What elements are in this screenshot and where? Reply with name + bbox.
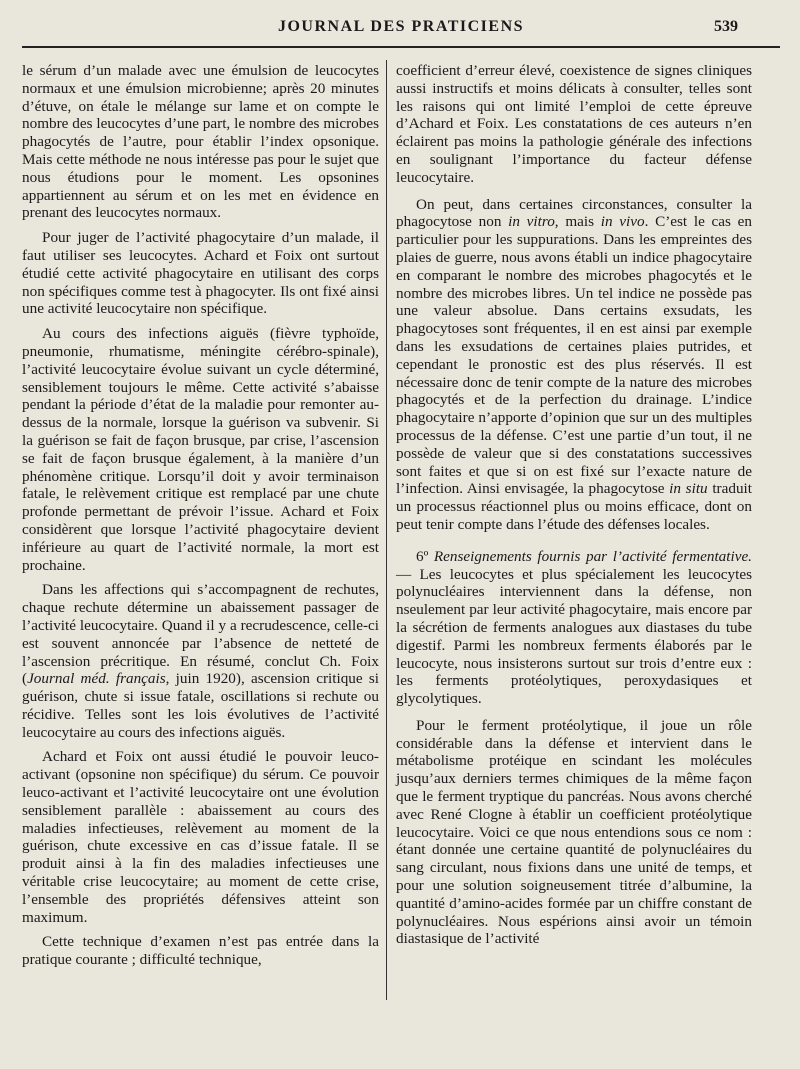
journal-title: JOURNAL DES PRATICIENS [277,18,525,35]
right-column [396,62,752,948]
paragraph: On peut, dans certaines circonstances, consulter la phagocytose non in vitro, mais in vivo. C’est le cas en particulier pour les suppurations. Dans les empreintes des plaies de guerre, nous avons établi un indice phagocytaire en comparant le nombre des microbes phagocytés et le nombre des microbes libres. Un tel indice ne possède pas une valeur absolue. Dans certains exsudats, les phagocytoses sont fréquentes, il en est ainsi par exemple dans les exsudations de certaines plaies putrides, et cependant le pronostic est des plus réservés. Il est nécessaire donc de tenir compte de la nature des microbes phagocytés et de la perfection du drainage. L’indice phagocytaire n’apporte d’opinion que sur un des multiples processus de la défense. C’est une partie d’un tout, il ne possède de valeur que si des constatations successives sont faites et que si on est fixé sur l’exacte nature de l’infection. Ainsi envisagée, la phagocytose in situ traduit un processus réactionnel plus ou moins efficace, dont on peut tenir compte dans l’étude des défenses locales. [396,195,753,533]
paragraph: le sérum d’un malade avec une émulsion de leucocytes normaux et une émulsion microbienne; après 20 minutes d’étuve, on étale le mélange sur lame et on compte le nombre des leucocytes d’une part, le nombre des microbes phagocytés de l’autre, pour établir l’index opsonique. Mais cette méthode ne nous intéresse pas pour le sujet que nous étudions pour le moment. Les opsonines appartiennent au sérum et on les met en évidence en prenant des leucocytes normaux. [22,62,379,222]
page-header [22,14,780,48]
section-heading-paragraph: 6º Renseignements fournis par l’activité fermentative. — Les leucocytes et plus spécialement les leucocytes polynucléaires interviennent dans la défense, non nseulement par leur activité phagocytaire, mais encore par la sécrétion de ferments analogues aux diastases du tube digestif. Parmi les nombreux ferments élaborés par le leucocyte, nous insisterons surtout sur trois d’entre eux : les ferments protéolytiques, peroxydasiques et glycolytiques. [396,547,752,708]
paragraph: Dans les affections qui s’accompagnent de rechutes, chaque rechute détermine un abaissement passager de l’activité leucocytaire. Quand il y a recrudescence, celle-ci est souvent annoncée par l’absence de netteté de l’ascension précritique. En résumé, conclut Ch. Foix (Journal méd. français, juin 1920), ascension critique si guérison, chute si issue fatale, oscillations si rechute ou récidive. Telles sont les lois évolutives de l’activité leucocytaire au cours des infections aiguës. [22,581,379,741]
paragraph: coefficient d’erreur élevé, coexistence de signes cliniques aussi instructifs et moins délicats à consulter, telles sont les raisons qui ont limité l’emploi de cette épreuve d’Achard et Foix. Les constatations de ces auteurs n’en éclairent pas moins la pathologie générale des infections en soulignant l’importance du facteur défense leucocytaire. [396,62,752,186]
paragraph: Pour juger de l’activité phagocytaire d’un malade, il faut utiliser ses leucocytes. Achard et Foix ont surtout étudié cette activité phagocytaire en utilisant des corps non spécifiques comme test à phagocyter. Ils ont fixé ainsi une activité leucocytaire non spécifique. [22,229,379,318]
paragraph: Cette technique d’examen n’est pas entrée dans la pratique courante ; difficulté technique, [22,933,379,969]
page-number: 539 [714,18,738,35]
paragraph: Au cours des infections aiguës (fièvre typhoïde, pneumonie, rhumatisme, méningite cérébro-spinale), l’activité leucocytaire évolue suivant un cycle déterminé, sensiblement toujours le même. Cette activité s’abaisse pendant la période d’état de la maladie pour remonter au-dessus de la normale, lorsque la guérison va subvenir. Si la guérison se fait de façon brusque, par crise, l’ascension se fait de façon brusque également, à la manière d’un phénomène critique. Lorsqu’il doit y avoir terminaison fatale, le relèvement critique est remplacé par une chute profonde permettant de prévoir l’issue. Achard et Foix considèrent que lorsque l’activité phagocytaire devient inférieure au quart de l’activité normale, la mort est prochaine. [22,325,379,574]
paragraph: Achard et Foix ont aussi étudié le pouvoir leuco-activant (opsonine non spécifique) du sérum. Ce pouvoir leuco-activant et l’activité leucocytaire ont une évolution sensiblement parallèle : abaissement au cours des maladies infectieuses, relèvement au moment de la guérison, chute excessive en cas d’issue fatale. Il se produit ainsi à la fin des maladies infectieuses une véritable crise leucocytaire; au moment de cette crise, l’ensemble des propriétés défensives atteint son maximum. [22,748,379,926]
header-rule [22,46,780,48]
column-divider [386,60,387,1000]
left-column [22,62,379,969]
paragraph: Pour le ferment protéolytique, il joue un rôle considérable dans la défense et intervient dans le métabolisme protéique en scindant les molécules jusqu’aux derniers termes chimiques de la même façon que le ferment tryptique du pancréas. Nous avons cherché avec René Clogne à établir un coefficient protéolytique leucocytaire. Voici ce que nous entendions sous ce nom : étant donnée une certaine quantité de polynucléaires du sang circulant, nous fixions dans une unité de temps, et pour une solution soigneusement titrée d’albumine, la quantité d’amino-acides formée par un chiffre constant de polynucléaires. Nous espérions ainsi avoir un témoin diastasique de l’activité [396,716,752,948]
